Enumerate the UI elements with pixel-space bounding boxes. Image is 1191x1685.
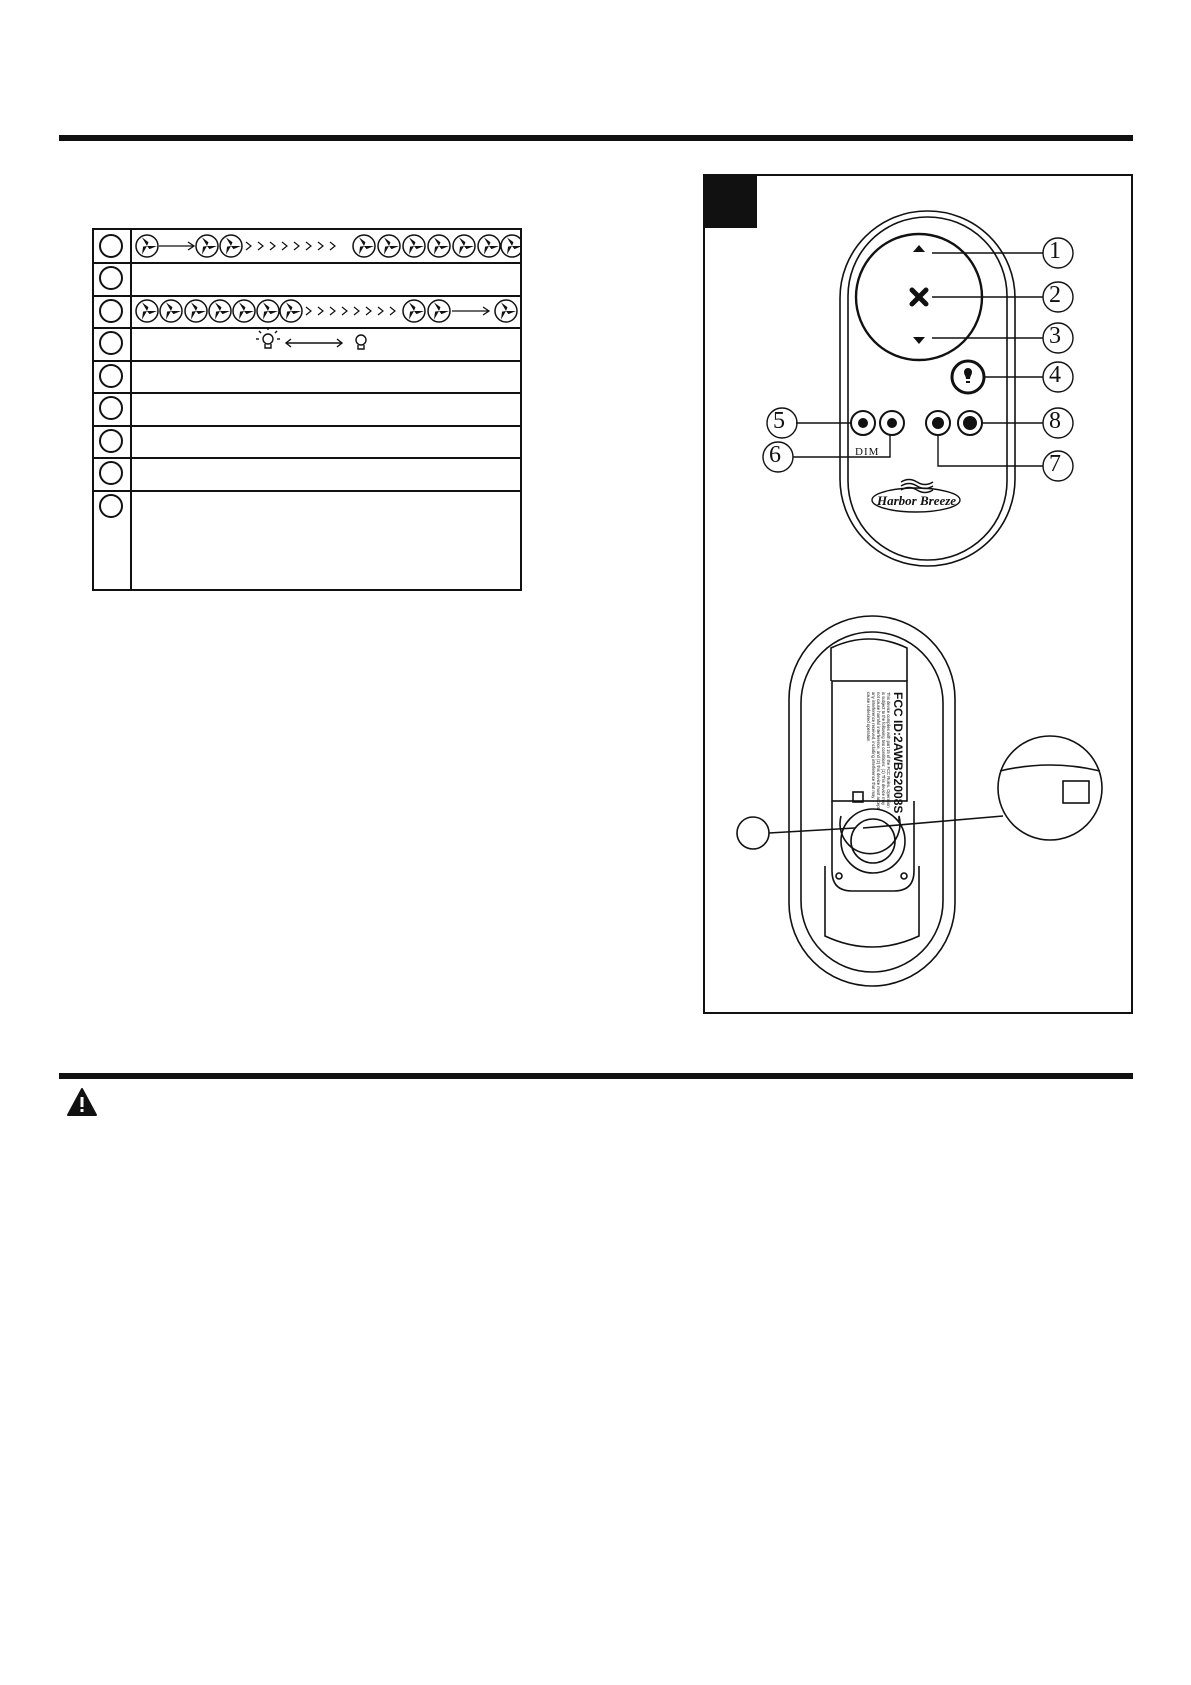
- row-number-circle: [99, 461, 123, 485]
- header-rule: [59, 135, 1133, 141]
- fan-speed-down-sequence-icon: [134, 295, 520, 327]
- chevron-right-icon: [366, 307, 371, 315]
- table-row-3: [94, 295, 520, 329]
- row-number-cell: [94, 490, 132, 589]
- table-row-5: [94, 360, 520, 394]
- fan-icon: [353, 235, 375, 257]
- callout-5: 5: [773, 408, 785, 434]
- fan-icon: [428, 235, 450, 257]
- fcc-id: FCC ID:2AWBS2008S: [891, 692, 905, 814]
- callout-2: 2: [1049, 282, 1061, 308]
- fan-icon: [257, 300, 279, 322]
- row-number-circle: [99, 429, 123, 453]
- fan-icon: [478, 235, 500, 257]
- chevron-right-icon: [294, 242, 299, 250]
- fan-icon: [209, 300, 231, 322]
- function-table: [92, 228, 522, 591]
- table-row-7: [94, 425, 520, 459]
- fan-icon: [196, 235, 218, 257]
- chevron-right-icon: [306, 242, 311, 250]
- warning-icon: [66, 1087, 98, 1117]
- fan-speed-up-sequence-icon: [134, 230, 520, 262]
- arrow-right-icon: [452, 307, 489, 315]
- row-number-circle: [99, 331, 123, 355]
- fan-icon: [220, 235, 242, 257]
- chevron-right-icon: [306, 307, 311, 315]
- fan-icon: [501, 235, 520, 257]
- chevron-right-icon: [390, 307, 395, 315]
- row-number-circle: [99, 299, 123, 323]
- row-number-circle: [99, 266, 123, 290]
- chevron-right-icon: [318, 307, 323, 315]
- row-number-cell: [94, 230, 132, 262]
- dim-label: DIM: [855, 446, 880, 458]
- row-number-cell: [94, 262, 132, 295]
- table-row-4: [94, 327, 520, 362]
- callout-3: 3: [1049, 323, 1061, 349]
- chevron-right-icon: [330, 307, 335, 315]
- callout-8: 8: [1049, 408, 1061, 434]
- row-number-circle: [99, 364, 123, 388]
- fan-icon: [453, 235, 475, 257]
- remote-back-illustration: [705, 176, 1131, 1012]
- fan-icon: [136, 300, 158, 322]
- table-row-8: [94, 457, 520, 492]
- callout-4: 4: [1049, 362, 1061, 388]
- section-rule: [59, 1073, 1133, 1079]
- row-number-circle: [99, 234, 123, 258]
- chevron-right-icon: [354, 307, 359, 315]
- fan-icon: [185, 300, 207, 322]
- fan-icon: [136, 235, 158, 257]
- brand-logo: Harbor Breeze: [877, 493, 957, 508]
- chevron-right-icon: [342, 307, 347, 315]
- fan-icon: [495, 300, 517, 322]
- callout-6: 6: [769, 442, 781, 468]
- chevron-right-icon: [378, 307, 383, 315]
- chevron-right-icon: [246, 242, 251, 250]
- row-number-cell: [94, 360, 132, 392]
- table-row-9: [94, 490, 520, 589]
- fan-icon: [403, 300, 425, 322]
- row-number-cell: [94, 425, 132, 457]
- fcc-label: [835, 692, 905, 814]
- fan-icon: [403, 235, 425, 257]
- chevron-right-icon: [258, 242, 263, 250]
- light-toggle-sequence-icon: [134, 327, 520, 359]
- chevron-right-icon: [330, 242, 335, 250]
- fan-icon: [378, 235, 400, 257]
- arrow-right-icon: [159, 242, 194, 250]
- fan-icon: [233, 300, 255, 322]
- table-row-6: [94, 392, 520, 427]
- callout-1: 1: [1049, 238, 1061, 264]
- row-number-cell: [94, 457, 132, 490]
- row-number-circle: [99, 494, 123, 518]
- table-row-1: [94, 230, 520, 264]
- fan-icon: [160, 300, 182, 322]
- fcc-statement: This device complies with part 15 of the FCC Rules. Operation is subject to the following two conditions: (1) This device may not cause harmful interference, and (2) this device must accept any interference received, including interference that may cause undesired operation.: [866, 692, 891, 809]
- remote-figure-panel: [703, 174, 1133, 1014]
- fan-icon: [428, 300, 450, 322]
- callout-7: 7: [1049, 451, 1061, 477]
- row-number-cell: [94, 295, 132, 327]
- row-number-cell: [94, 392, 132, 425]
- chevron-right-icon: [318, 242, 323, 250]
- row-number-cell: [94, 327, 132, 360]
- row-number-circle: [99, 396, 123, 420]
- table-row-2: [94, 262, 520, 297]
- chevron-right-icon: [270, 242, 275, 250]
- fan-icon: [280, 300, 302, 322]
- chevron-right-icon: [282, 242, 287, 250]
